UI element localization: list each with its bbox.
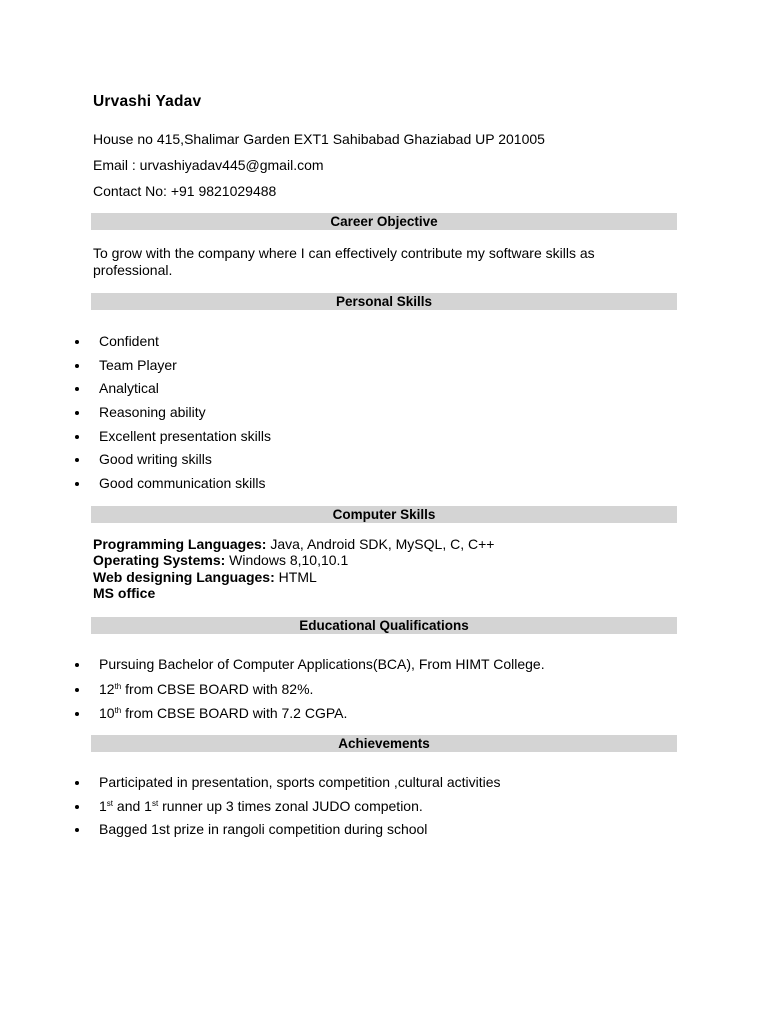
- list-item-text: 10th from CBSE BOARD with 7.2 CGPA.: [99, 705, 348, 721]
- programming-languages-line: [93, 536, 494, 552]
- bullet-icon: [75, 340, 79, 344]
- list-item-text: Excellent presentation skills: [99, 428, 271, 444]
- bullet-icon: [75, 663, 79, 667]
- web-languages-value: HTML: [274, 569, 317, 585]
- programming-languages-label: Programming Languages:: [93, 536, 267, 552]
- ms-office-line: [93, 585, 155, 601]
- bullet-icon: [75, 712, 79, 716]
- operating-systems-line: [93, 552, 348, 568]
- career-objective-heading: Career Objective: [91, 213, 677, 230]
- list-item-text: Good writing skills: [99, 451, 212, 467]
- computer-skills-heading: Computer Skills: [91, 506, 677, 523]
- list-item-text: Participated in presentation, sports competition ,cultural activities: [99, 774, 501, 790]
- ms-office-label: MS office: [93, 585, 156, 601]
- bullet-icon: [75, 387, 79, 391]
- list-item-text: Good communication skills: [99, 475, 266, 491]
- list-item-text: Bagged 1st prize in rangoli competition during school: [99, 821, 428, 837]
- list-item-text: Pursuing Bachelor of Computer Applications(BCA), From HIMT College.: [99, 656, 545, 672]
- personal-skills-heading: Personal Skills: [91, 293, 677, 310]
- operating-systems-value: Windows 8,10,10.1: [225, 552, 349, 568]
- bullet-icon: [75, 688, 79, 692]
- contact-line: Contact No: +91 9821029488: [93, 183, 277, 199]
- list-item-text: Analytical: [99, 380, 159, 396]
- bullet-icon: [75, 805, 79, 809]
- education-heading: Educational Qualifications: [91, 617, 677, 634]
- bullet-icon: [75, 781, 79, 785]
- list-item-text: Team Player: [99, 357, 177, 373]
- career-objective-text: To grow with the company where I can effectively contribute my software skills as professional.: [93, 245, 595, 278]
- programming-languages-value: Java, Android SDK, MySQL, C, C++: [266, 536, 495, 552]
- candidate-name: Urvashi Yadav: [93, 93, 202, 110]
- email-line: Email : urvashiyadav445@gmail.com: [93, 157, 324, 173]
- operating-systems-label: Operating Systems:: [93, 552, 226, 568]
- bullet-icon: [75, 828, 79, 832]
- bullet-icon: [75, 411, 79, 415]
- list-item-text: Confident: [99, 333, 159, 349]
- web-languages-label: Web designing Languages:: [93, 569, 275, 585]
- bullet-icon: [75, 458, 79, 462]
- list-item-text: 12th from CBSE BOARD with 82%.: [99, 681, 314, 697]
- bullet-icon: [75, 482, 79, 486]
- list-item-text: Reasoning ability: [99, 404, 206, 420]
- address-line: House no 415,Shalimar Garden EXT1 Sahibabad Ghaziabad UP 201005: [93, 131, 545, 147]
- bullet-icon: [75, 364, 79, 368]
- bullet-icon: [75, 435, 79, 439]
- list-item-text: 1st and 1st runner up 3 times zonal JUDO competion.: [99, 798, 423, 814]
- achievements-heading: Achievements: [91, 735, 677, 752]
- web-languages-line: [93, 569, 317, 585]
